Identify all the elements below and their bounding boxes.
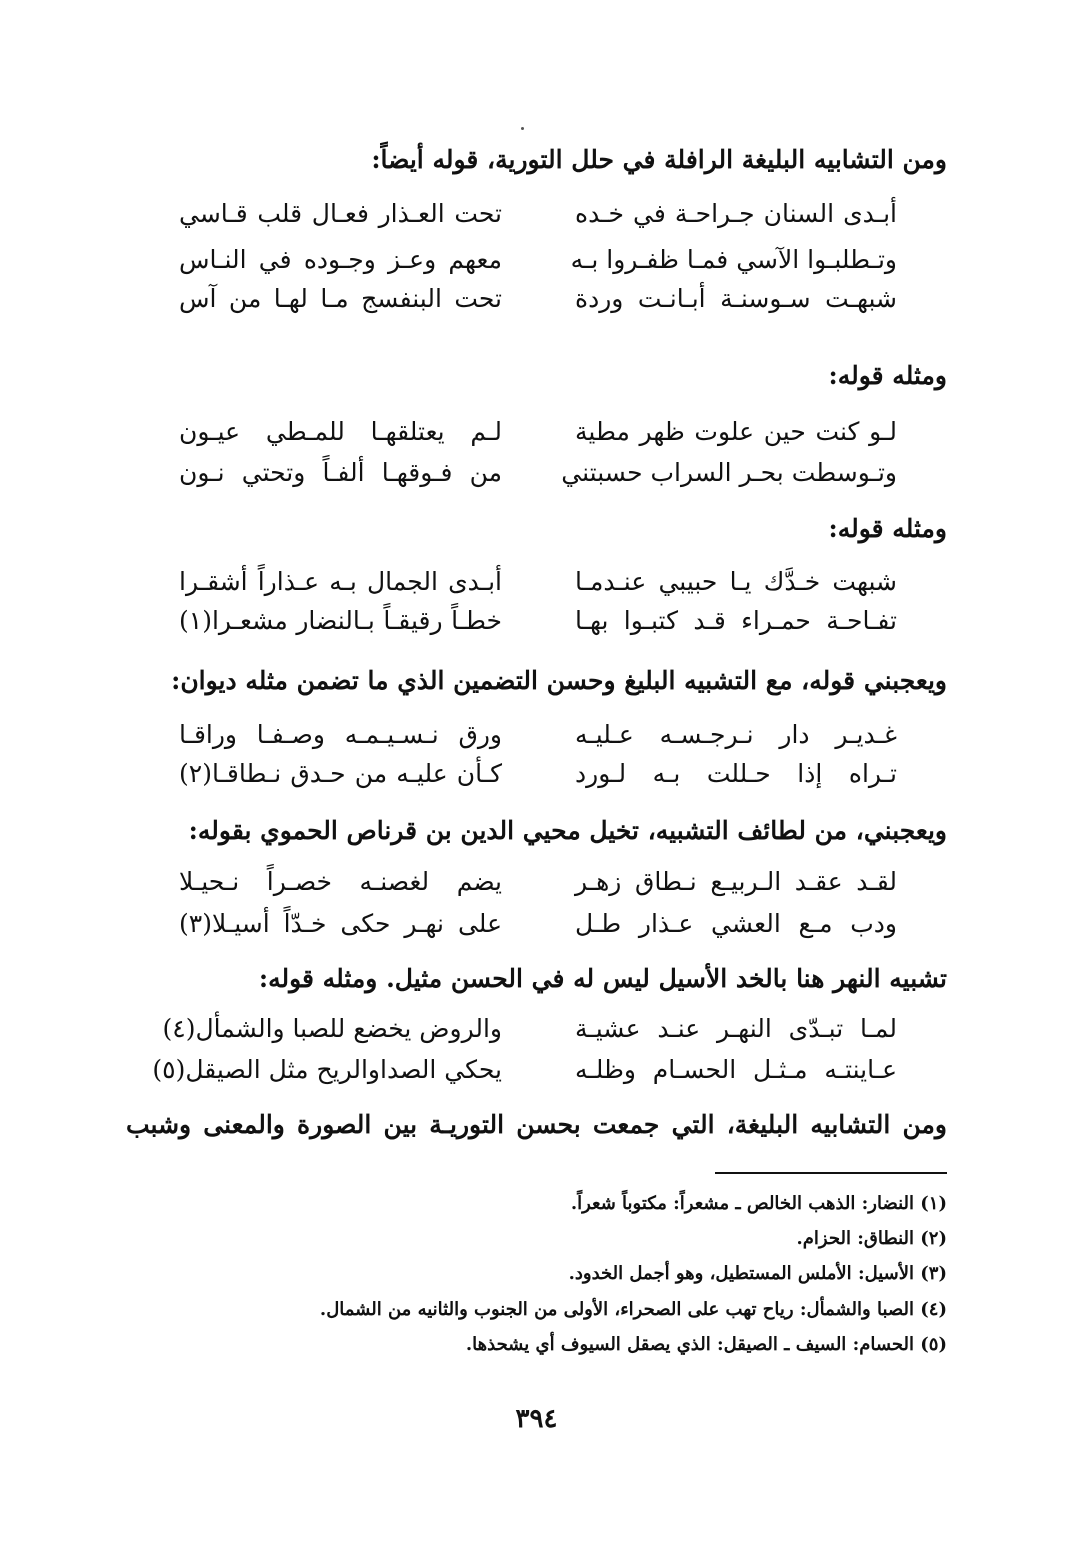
verse-line <box>177 196 897 232</box>
verse-second-hemistich: على نهـر حكى خـدّاً أسيـلا(٣) <box>179 909 502 938</box>
verse-line <box>177 756 897 792</box>
verse-second-hemistich: تحت البنفسج مـا لهـا من آس <box>179 284 502 313</box>
verse-first-hemistich: شبهت خـدَّك يـا حبيبي عنـدمـا <box>575 567 897 596</box>
verse-first-hemistich: غـديـر دار نـرجـسـه عـليـه <box>575 720 897 749</box>
intro-paragraph-2: ومثله قوله: <box>828 361 947 390</box>
verse-line <box>152 1052 897 1088</box>
intro-paragraph-1: ومن التشابيه البليغة الرافلة في حلل التورية، قوله أيضاً: <box>371 145 947 174</box>
intro-paragraph-6: تشبيه النهر هنا بالخد الأسيل ليس له في الحسن مثيل. ومثله قوله: <box>258 964 947 993</box>
footnote-separator <box>715 1172 947 1174</box>
intro-paragraph-5: ويعجبني، من لطائف التشبيه، تخيل محيي الدين بن قرناص الحموي بقوله: <box>188 816 947 845</box>
verse-first-hemistich: وتـطلبـوا الآسي فمـا ظفـروا بـه <box>570 245 897 274</box>
scan-speck <box>521 127 524 130</box>
verse-line <box>177 281 897 317</box>
verse-first-hemistich: تـراه إذا حـللت بـه لـورد <box>575 759 897 788</box>
verse-second-hemistich: والروض يخضع للصبا والشمأل(٤) <box>162 1014 502 1043</box>
verse-line <box>177 564 897 600</box>
verse-second-hemistich: تحت العـذار فعـال قلب قـاسي <box>179 199 502 228</box>
footnote-5: (٥) الحسام: السيف ـ الصيقل: الذي يصقل السيوف أي يشحذها. <box>465 1334 947 1355</box>
footnote-1: (١) النضار: الذهب الخالص ـ مشعراً: مكتوباً شعراً. <box>570 1193 947 1214</box>
verse-line <box>162 1011 897 1047</box>
verse-second-hemistich: يحكي الصداوالريح مثل الصيقل(٥) <box>152 1055 502 1084</box>
verse-second-hemistich: لـم يعتلقهـا للمـطي عيـون <box>179 417 502 446</box>
verse-second-hemistich: من فـوقهـا ألفـاً وتحتي نـون <box>179 458 502 487</box>
verse-first-hemistich: لمـا تبـدّى النهـر عنـد عشيـة <box>575 1014 897 1043</box>
verse-second-hemistich: أبـدى الجمال بـه عـذاراً أشقـرا <box>179 567 502 596</box>
verse-line <box>177 414 897 450</box>
page-number: ٣٩٤ <box>515 1404 558 1434</box>
verse-line <box>177 242 897 278</box>
verse-line <box>177 717 897 753</box>
verse-second-hemistich: ورق نـسـيـمـه وصـفـا وراقـا <box>179 720 502 749</box>
verse-first-hemistich: تفـاحـة حمـراء قـد كتبـوا بهـا <box>575 606 897 635</box>
verse-first-hemistich: ودب مـع العشي عـذار طـل <box>575 909 897 938</box>
verse-second-hemistich: خطـاً رقيقـاً بـالنضار مشعـرا(١) <box>179 606 502 635</box>
verse-second-hemistich: معهم وعـز وجـوده في النـاس <box>179 245 502 274</box>
intro-paragraph-3: ومثله قوله: <box>828 514 947 543</box>
verse-first-hemistich: شبهـت سـوسنـة أبـانـت وردة <box>575 284 897 313</box>
footnote-3: (٣) الأسيل: الأملس المستطيل، وهو أجمل الخدود. <box>568 1263 947 1284</box>
verse-first-hemistich: وتـوسطت بحـر السراب حسبتني <box>561 458 897 487</box>
footnote-4: (٤) الصبا والشمأل: رياح تهب على الصحراء، الأولى من الجنوب والثانيه من الشمال. <box>319 1299 947 1320</box>
footnote-2: (٢) النطاق: الحزام. <box>796 1228 947 1249</box>
verse-line <box>177 455 897 491</box>
verse-first-hemistich: لـو كنت حين علوت ظهر مطية <box>575 417 897 446</box>
verse-second-hemistich: يضم لغصنـه خصـراً نـحيـلا <box>179 867 502 896</box>
intro-paragraph-4: ويعجبني قوله، مع التشبيه البليغ وحسن التضمين الذي ما تضمن مثله ديوان: <box>171 666 947 695</box>
verse-second-hemistich: كـأن عليـه من حـدق نـطاقـا(٢) <box>179 759 502 788</box>
verse-line <box>177 603 897 639</box>
intro-paragraph-7: ومن التشابيه البليغة، التي جمعت بحسن التوريـة بين الصورة والمعنى وشبب <box>126 1110 947 1139</box>
verse-first-hemistich: أبـدى السنان جـراحـة في خـده <box>575 199 897 228</box>
verse-line <box>177 906 897 942</box>
verse-first-hemistich: لقـد عقـد الـربيـع نـطاق زهـر <box>575 867 897 896</box>
verse-first-hemistich: عـاينتـه مـثـل الحسـام وظلـه <box>575 1055 897 1084</box>
verse-line <box>177 864 897 900</box>
